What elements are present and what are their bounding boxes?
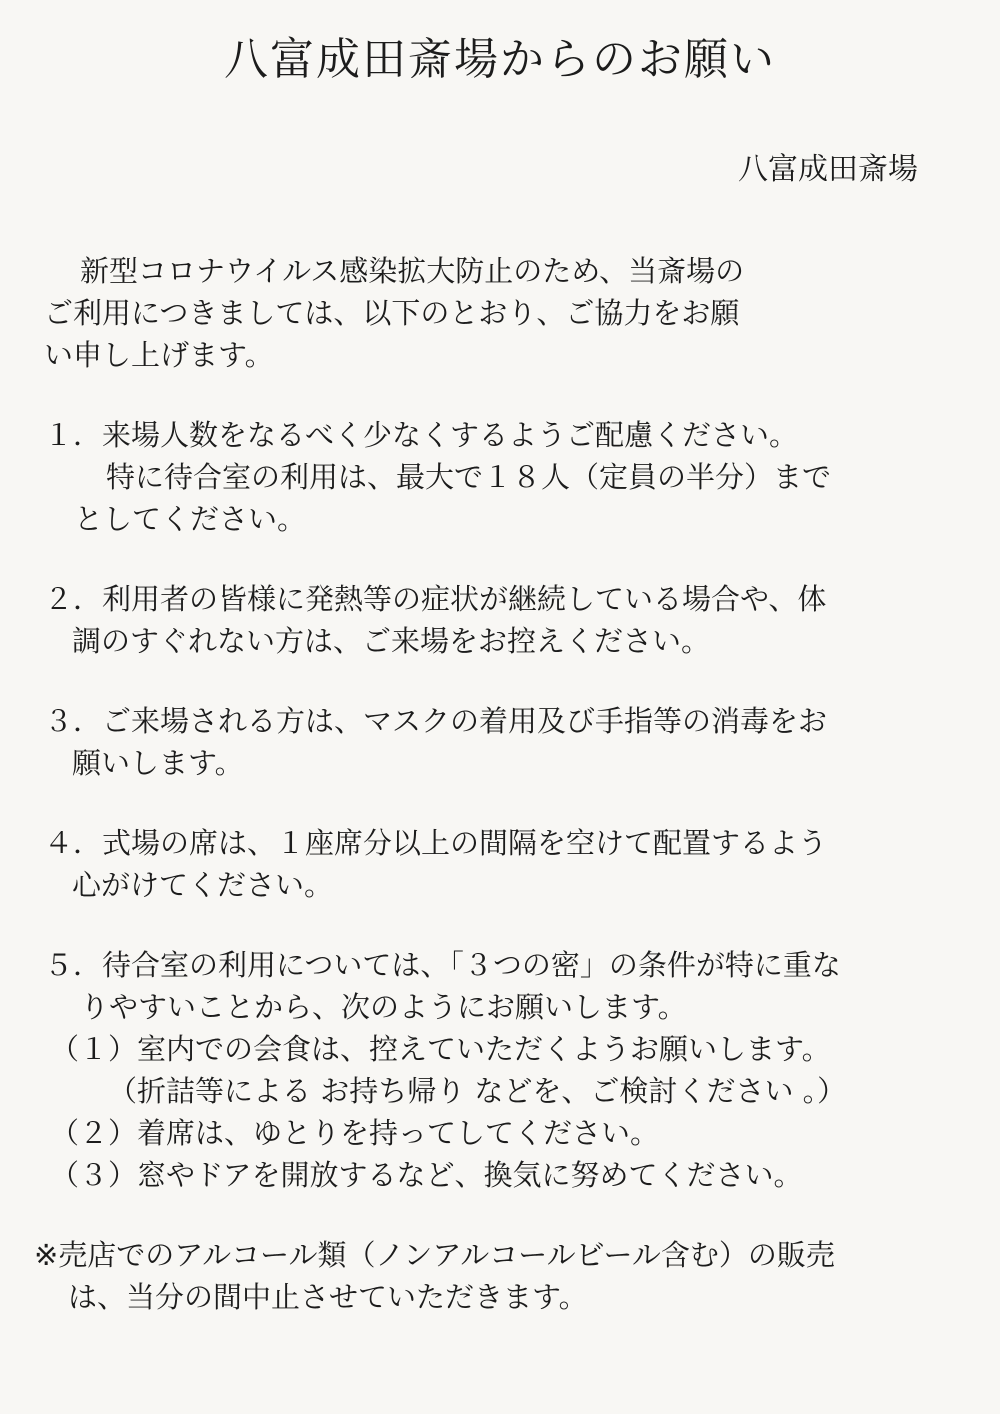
item-2-line-2: 調のすぐれない方は、ご来場をお控えください。	[72, 624, 711, 658]
item-3-line-2: 願いします。	[72, 746, 244, 780]
item-5-line-1: ５．待合室の利用については、「３つの密」の条件が特に重な	[44, 948, 841, 982]
item-5-subitem-1: （１）室内での会食は、控えていただくようお願いします。	[50, 1032, 831, 1066]
intro-line-1: 新型コロナウイルス感染拡大防止のため、当斎場の	[80, 254, 745, 288]
note-line-1: ※売店でのアルコール類（ノンアルコールビール含む）の販売	[34, 1238, 835, 1272]
item-2-line-1: ２．利用者の皆様に発熱等の症状が継続している場合や、体	[44, 582, 827, 616]
item-4-line-1: ４．式場の席は、１座席分以上の間隔を空けて配置するよう	[44, 826, 828, 860]
page-title: 八富成田斎場からのお願い	[224, 34, 776, 85]
item-1-line-2: 特に待合室の利用は、最大で１８人（定員の半分）まで	[106, 460, 832, 494]
item-5-subitem-1-note: （折詰等による お持ち帰り などを、ご検討ください 。）	[108, 1074, 847, 1108]
item-5-line-2: りやすいことから、次のようにお願いします。	[80, 990, 687, 1024]
item-4-line-2: 心がけてください。	[72, 868, 334, 902]
item-1-line-1: １．来場人数をなるべく少なくするようご配慮ください。	[44, 418, 799, 452]
note-line-2: は、当分の間中止させていただきます。	[68, 1280, 588, 1314]
intro-line-2: ご利用につきましては、以下のとおり、ご協力をお願	[44, 296, 740, 330]
issuer-name: 八富成田斎場	[738, 152, 918, 187]
intro-line-3: い申し上げます。	[44, 338, 274, 372]
item-1-line-3: としてください。	[74, 502, 307, 536]
item-5-subitem-3: （３）窓やドアを開放するなど、換気に努めてください。	[50, 1158, 803, 1192]
item-5-subitem-2: （２）着席は、ゆとりを持ってしてください。	[50, 1116, 660, 1150]
item-3-line-1: ３．ご来場される方は、マスクの着用及び手指等の消毒をお	[44, 704, 828, 738]
